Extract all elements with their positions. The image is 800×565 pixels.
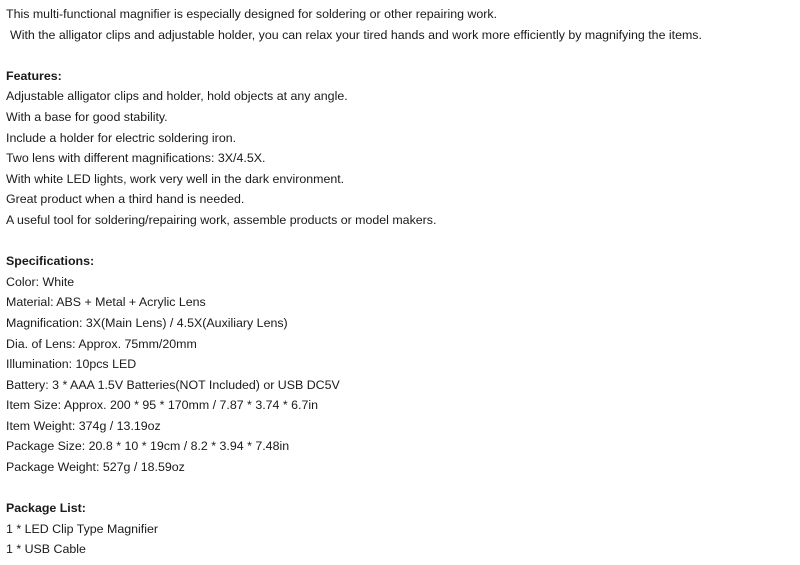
spec-item: Item Weight: 374g / 13.19oz (6, 418, 161, 433)
spec-item: Illumination: 10pcs LED (6, 357, 137, 372)
feature-item: Include a holder for electric soldering iron. (6, 130, 237, 145)
spec-item: Package Size: 20.8 * 10 * 19cm / 8.2 * 3.94 * 7.48in (6, 439, 290, 454)
spec-item: Battery: 3 * AAA 1.5V Batteries(NOT Included) or USB DC5V (6, 377, 340, 392)
spec-item: Package Weight: 527g / 18.59oz (6, 460, 185, 475)
spec-item: Magnification: 3X(Main Lens) / 4.5X(Auxiliary Lens) (6, 315, 288, 330)
package-list-heading: Package List: (6, 501, 86, 516)
features-section (6, 66, 796, 231)
specifications-heading: Specifications: (6, 254, 95, 269)
intro-line: With the alligator clips and adjustable holder, you can relax your tired hands and work more efficiently by magnifying the items. (10, 27, 702, 42)
feature-item: With white LED lights, work very well in the dark environment. (6, 171, 345, 186)
spec-item: Item Size: Approx. 200 * 95 * 170mm / 7.87 * 3.74 * 6.7in (6, 398, 319, 413)
feature-item: A useful tool for soldering/repairing work, assemble products or model makers. (6, 212, 437, 227)
spec-item: Color: White (6, 274, 75, 289)
feature-item: With a base for good stability. (6, 109, 168, 124)
intro-section (6, 4, 796, 45)
spec-item: Dia. of Lens: Approx. 75mm/20mm (6, 336, 197, 351)
spec-item: Material: ABS + Metal + Acrylic Lens (6, 295, 206, 310)
features-heading: Features: (6, 68, 62, 83)
specifications-section (6, 251, 796, 478)
package-list-section (6, 498, 796, 560)
package-item: 1 * USB Cable (6, 542, 86, 557)
intro-line: This multi-functional magnifier is especially designed for soldering or other repairing work. (6, 7, 498, 21)
product-description (6, 4, 796, 560)
feature-item: Adjustable alligator clips and holder, hold objects at any angle. (6, 89, 348, 104)
feature-item: Two lens with different magnifications: 3X/4.5X. (6, 151, 266, 166)
feature-item: Great product when a third hand is needed. (6, 192, 245, 207)
package-item: 1 * LED Clip Type Magnifier (6, 521, 158, 536)
